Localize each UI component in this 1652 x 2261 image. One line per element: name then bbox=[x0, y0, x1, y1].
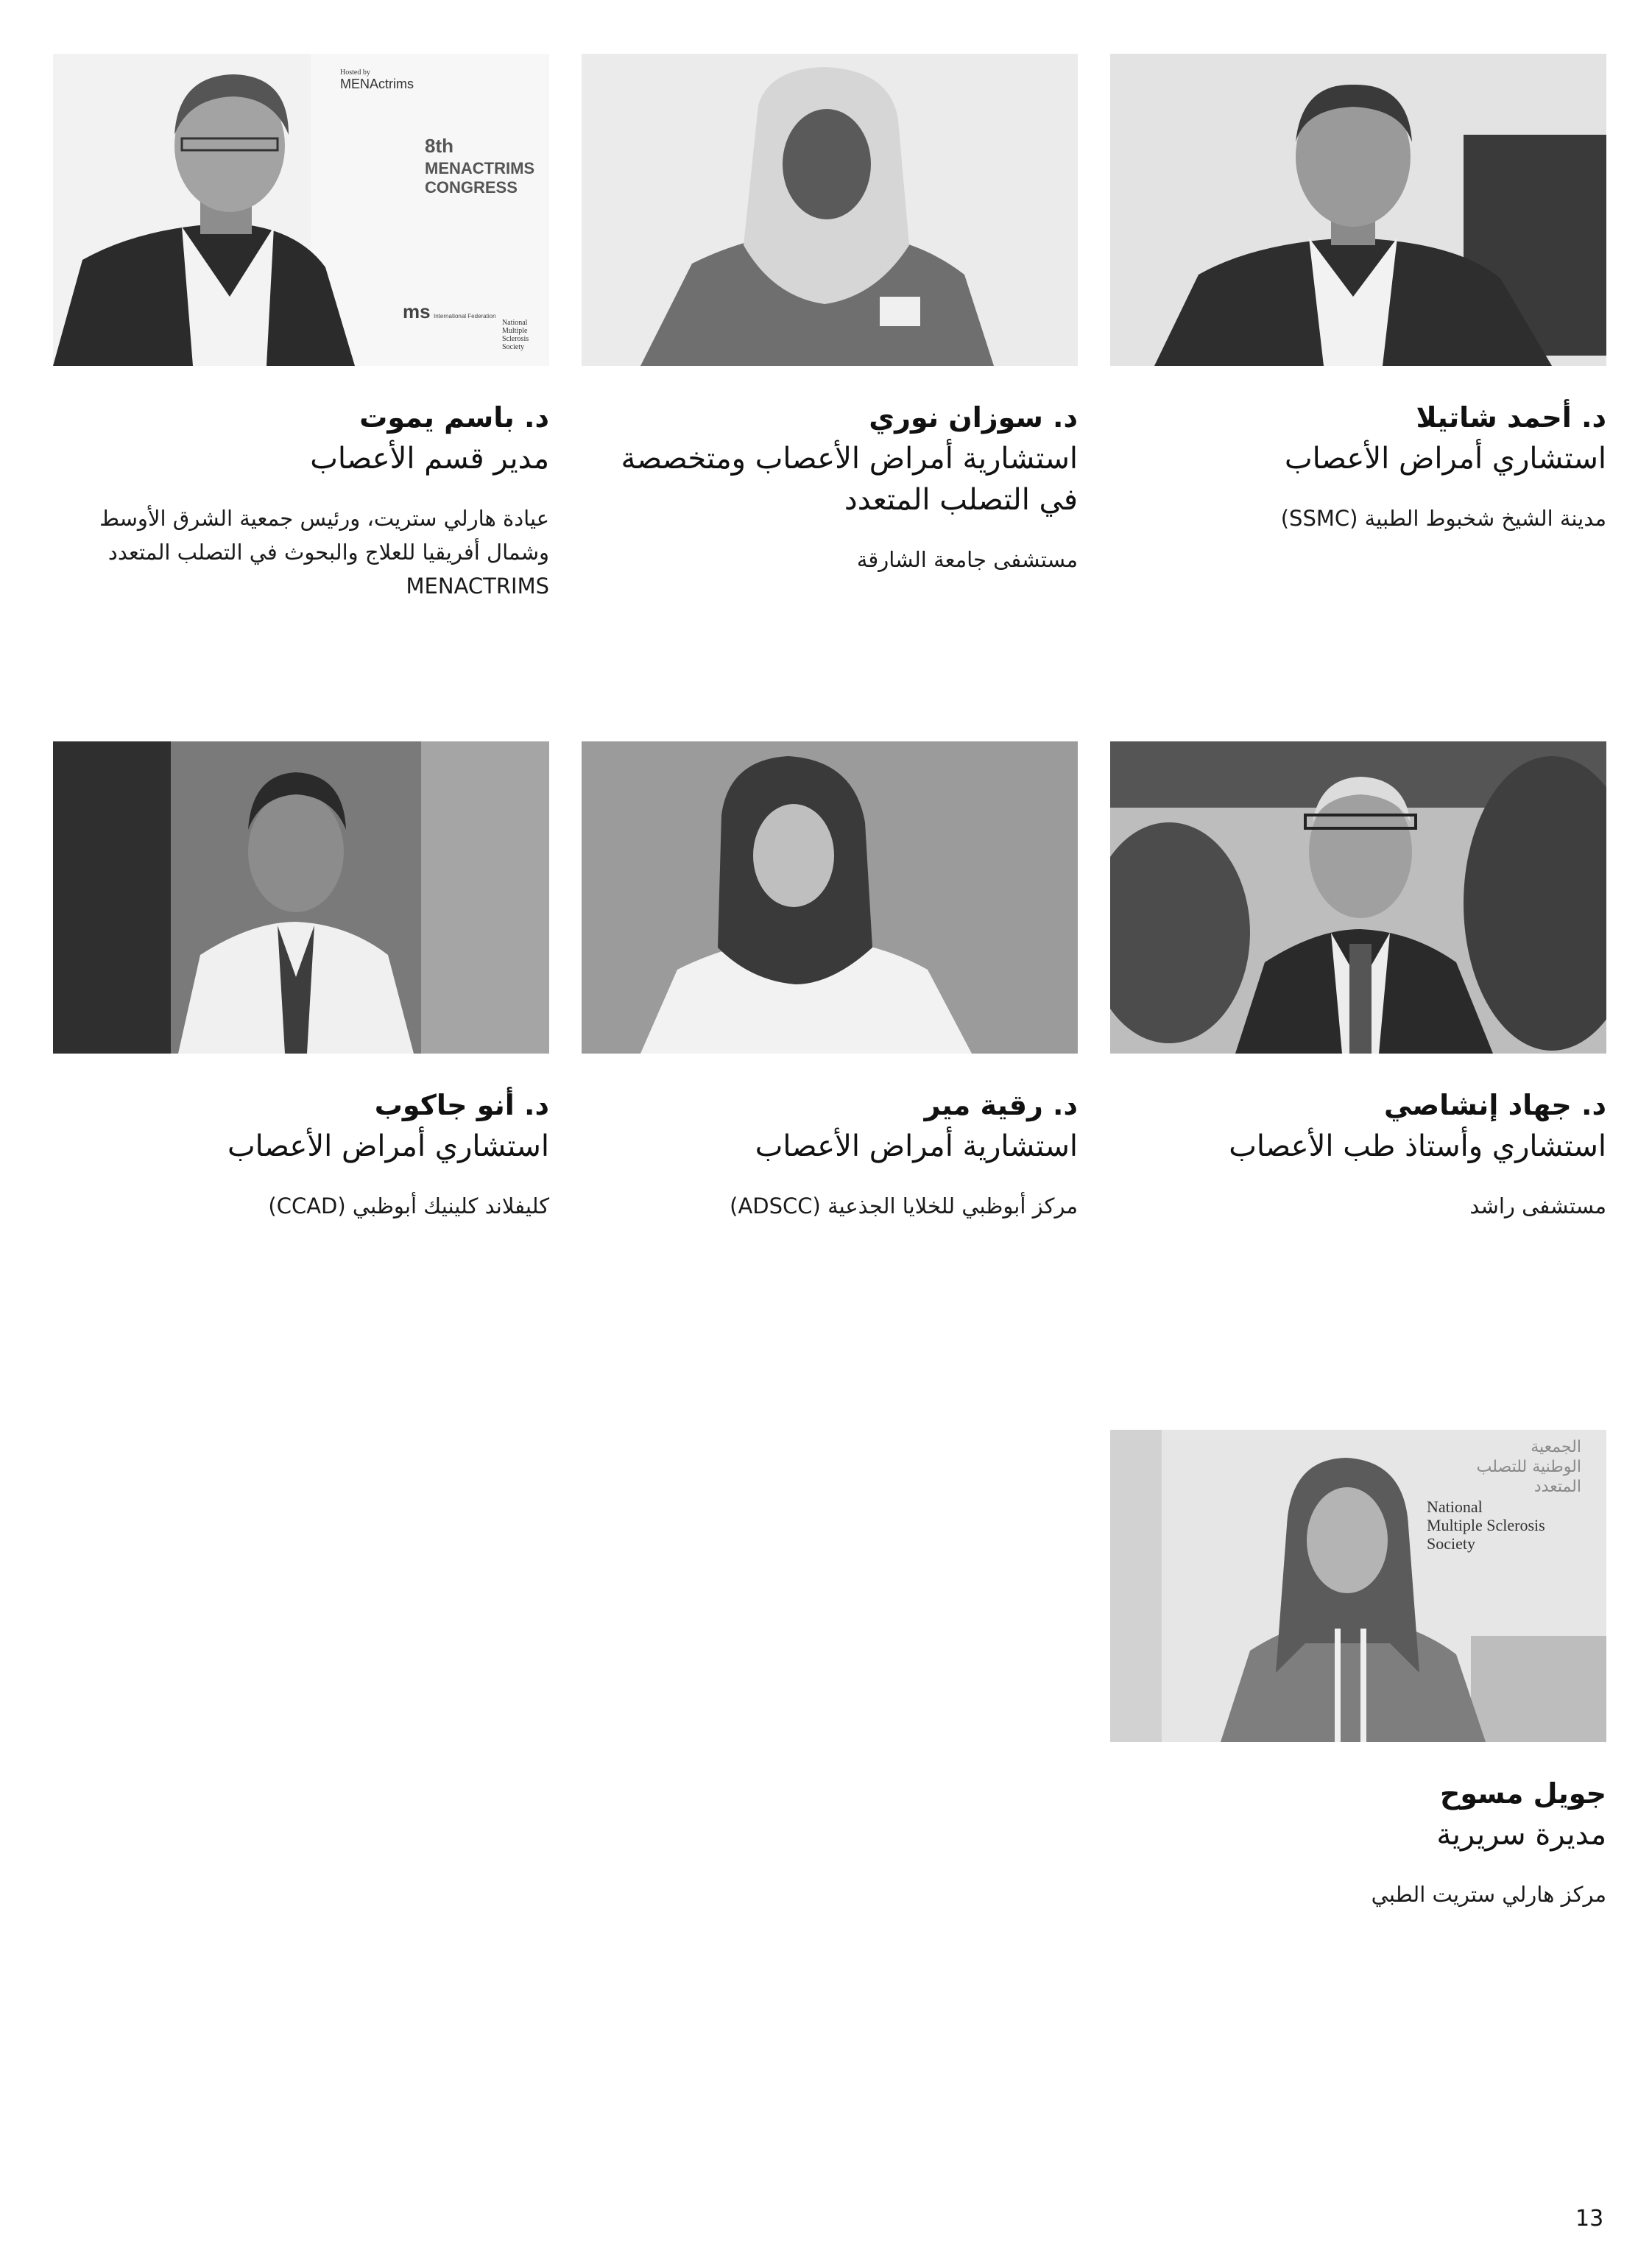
person-organization: مستشفى جامعة الشارقة bbox=[856, 547, 1078, 572]
person-name: د. جهاد إنشاصي bbox=[1383, 1089, 1606, 1121]
photo-signage bbox=[340, 68, 414, 92]
ms-signage bbox=[403, 300, 496, 323]
person-organization: مركز أبوظبي للخلايا الجذعية (ADSCC) bbox=[730, 1193, 1078, 1218]
profile-card-ruqaya-mir bbox=[582, 741, 1078, 1223]
profile-photo bbox=[53, 741, 549, 1054]
signage-english-line3: Society bbox=[1427, 1534, 1475, 1553]
profile-photo bbox=[53, 54, 549, 366]
person-title: مدير قسم الأعصاب bbox=[310, 442, 549, 476]
society-signage-english bbox=[1427, 1498, 1545, 1553]
person-title: استشارية أمراض الأعصاب bbox=[755, 1129, 1078, 1163]
signage-arabic-line3: المتعدد bbox=[1533, 1478, 1581, 1496]
person-name: د. رقية مير bbox=[924, 1089, 1078, 1121]
profile-card-ahmad-shatila bbox=[1110, 54, 1606, 535]
person-title: استشاري أمراض الأعصاب bbox=[227, 1129, 549, 1163]
person-name: د. أنو جاكوب bbox=[374, 1089, 549, 1121]
person-organization: مدينة الشيخ شخبوط الطبية (SSMC) bbox=[1280, 506, 1606, 531]
person-title: استشاري أمراض الأعصاب bbox=[1284, 442, 1606, 476]
profile-photo bbox=[1110, 741, 1606, 1054]
person-organization: كليفلاند كلينيك أبوظبي (CCAD) bbox=[268, 1193, 549, 1218]
society-signage bbox=[502, 319, 546, 351]
profile-card-joelle-msouh bbox=[1110, 1430, 1606, 1911]
person-name: جويل مسوح bbox=[1439, 1777, 1606, 1810]
person-organization: عيادة هارلي ستريت، ورئيس جمعية الشرق الأوسط وشمال أفريقيا للعلاج والبحوث في التصلب المتعدد MENACTRIMS bbox=[99, 506, 549, 599]
profile-photo bbox=[582, 741, 1078, 1054]
profile-card-anu-jacob bbox=[53, 741, 549, 1223]
person-name: د. سوزان نوري bbox=[869, 401, 1078, 434]
signage-hosted-by: Hosted by bbox=[340, 68, 370, 77]
signage-arabic-line2: الوطنية للتصلب bbox=[1476, 1458, 1581, 1476]
person-title: مديرة سريرية bbox=[1436, 1818, 1606, 1852]
signage-logo: MENActrims bbox=[340, 77, 414, 91]
signage-ms-logo-sub: International Federation bbox=[434, 313, 496, 320]
person-name: د. أحمد شاتيلا bbox=[1416, 401, 1606, 434]
person-name: د. باسم يموت bbox=[359, 401, 549, 434]
signage-society: National Multiple Sclerosis Society bbox=[502, 319, 529, 351]
signage-arabic-line1: الجمعية bbox=[1531, 1438, 1581, 1456]
society-signage-arabic bbox=[1419, 1437, 1581, 1497]
profile-card-suzan-nouri bbox=[582, 54, 1078, 576]
signage-english-line2: Multiple Sclerosis bbox=[1427, 1516, 1545, 1534]
person-title: استشارية أمراض الأعصاب ومتخصصة في التصلب المتعدد bbox=[621, 442, 1078, 517]
profile-photo bbox=[582, 54, 1078, 366]
profile-photo bbox=[1110, 1430, 1606, 1742]
person-title: استشاري وأستاذ طب الأعصاب bbox=[1229, 1129, 1606, 1163]
profile-card-jihad-inshasi bbox=[1110, 741, 1606, 1223]
signage-event-line1: MENACTRIMS bbox=[425, 159, 535, 177]
congress-signage bbox=[425, 135, 534, 197]
signage-ms-logo: ms bbox=[403, 300, 431, 322]
signage-english-line1: National bbox=[1427, 1498, 1483, 1516]
profile-card-bassem-yamout bbox=[53, 54, 549, 603]
signage-edition: 8th bbox=[425, 135, 453, 157]
person-organization: مستشفى راشد bbox=[1469, 1193, 1606, 1218]
signage-event-line2: CONGRESS bbox=[425, 178, 518, 197]
profile-photo bbox=[1110, 54, 1606, 366]
page-number: 13 bbox=[1575, 2206, 1604, 2232]
person-organization: مركز هارلي ستريت الطبي bbox=[1371, 1882, 1606, 1907]
